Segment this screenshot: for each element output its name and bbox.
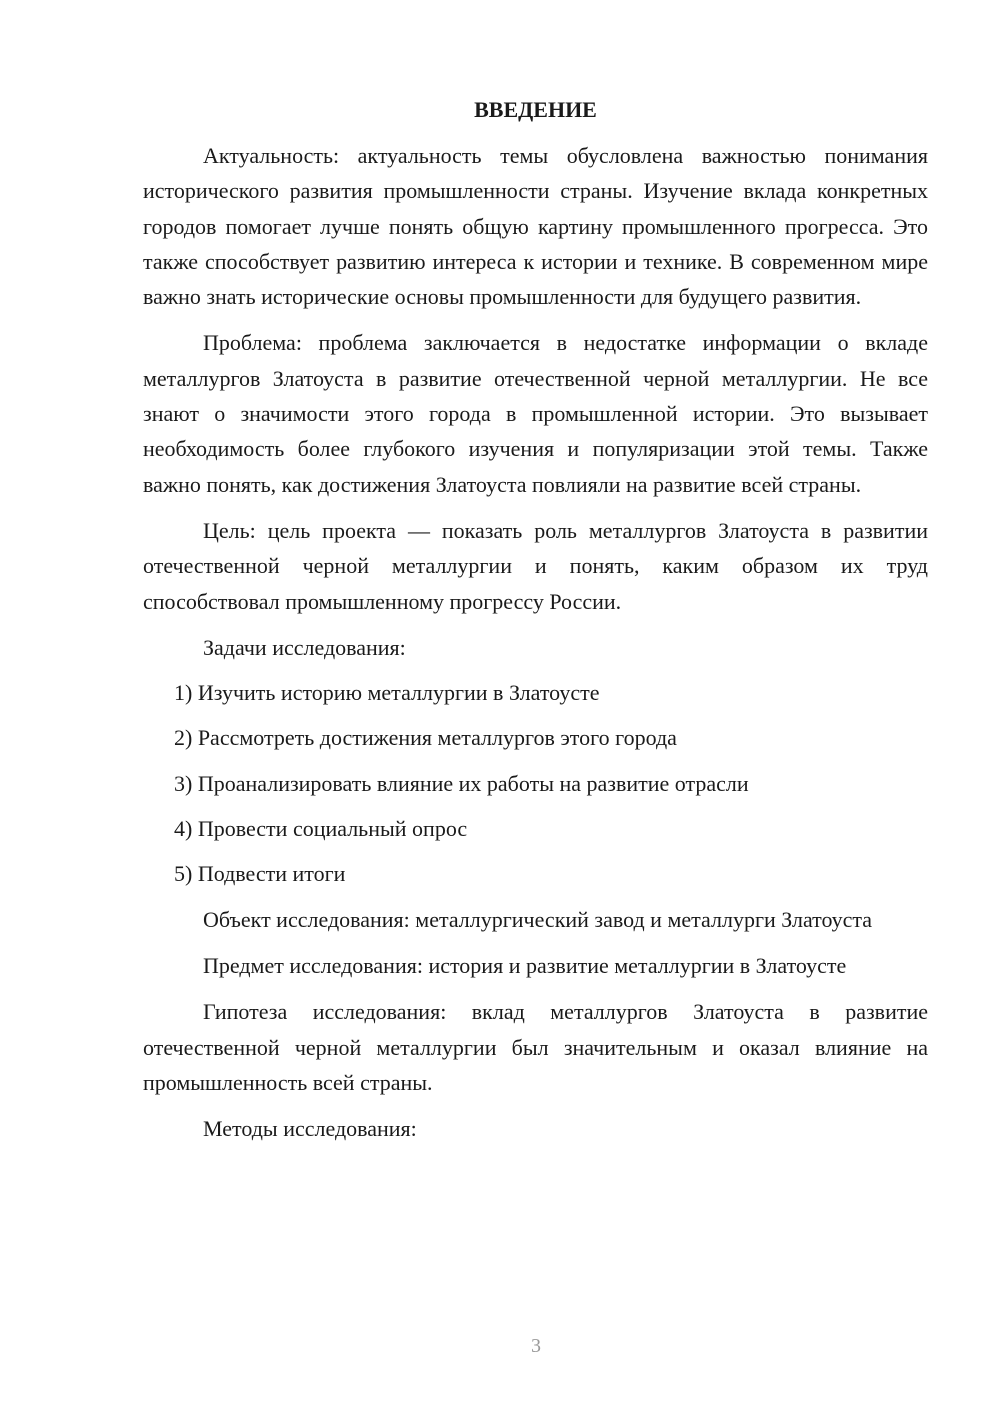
goal-paragraph: Цель: цель проекта — показать роль металлургов Златоуста в развитии отечественной черной металлургии и понять, каким образом их труд способствовал промышленному прогрессу России. — [143, 517, 928, 614]
task-item: 3) Проанализировать влияние их работы на развитие отрасли — [174, 770, 749, 796]
task-item: 1) Изучить историю металлургии в Златоусте — [174, 680, 600, 706]
object-paragraph: Объект исследования: металлургический завод и металлурги Златоуста — [203, 906, 873, 932]
task-item: 2) Рассмотреть достижения металлургов этого города — [174, 725, 677, 751]
task-item: 4) Провести социальный опрос — [174, 816, 468, 842]
tasks-list — [143, 675, 928, 891]
page-content — [143, 92, 928, 1156]
subject-paragraph: Предмет исследования: история и развитие металлургии в Златоусте — [203, 952, 847, 978]
section-heading: ВВЕДЕНИЕ — [474, 97, 597, 122]
hypothesis-paragraph: Гипотеза исследования: вклад металлургов Златоуста в развитие отечественной черной металлургии был значительным и оказал влияние на промышленность всей страны. — [143, 999, 928, 1095]
tasks-title: Задачи исследования: — [203, 634, 406, 660]
methods-title: Методы исследования: — [203, 1116, 417, 1142]
page-number: 3 — [531, 1335, 541, 1357]
task-item: 5) Подвести итоги — [174, 861, 346, 887]
problem-paragraph: Проблема: проблема заключается в недостатке информации о вкладе металлургов Златоуста в развитие отечественной черной металлургии. Не все знают о значимости этого города в промышленной истории. Это вызывает необходимость более глубокого изучения и популяризации этой темы. Также важно понять, как достижения Златоуста повлияли на развитие всей страны. — [143, 330, 928, 497]
relevance-paragraph: Актуальность: актуальность темы обусловлена важностью понимания исторического развития промышленности страны. Изучение вклада конкретных городов помогает лучше понять общую картину промышленного прогресса. Это также способствует развитию интереса к истории и технике. В современном мире важно знать исторические основы промышленности для будущего развития. — [143, 143, 928, 310]
